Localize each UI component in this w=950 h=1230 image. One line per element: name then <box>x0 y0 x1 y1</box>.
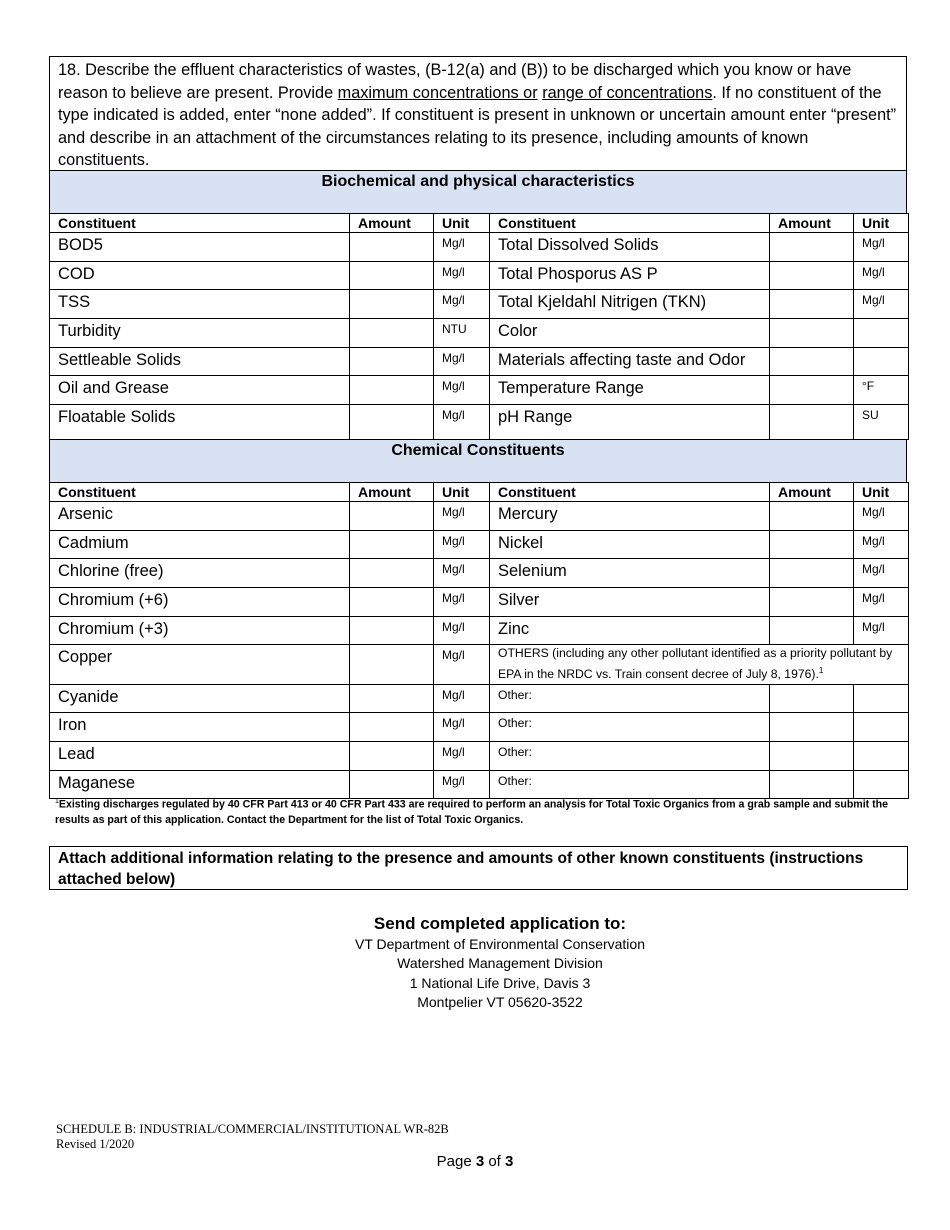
amount-input[interactable] <box>350 713 434 742</box>
question-text: 18. Describe the effluent characteristics of wastes, (B-12(a) and (B)) to be discharged which you know or have reason to believe are present. Provide <box>58 61 852 102</box>
constituent-name: Temperature Range <box>490 376 770 405</box>
send-line: Watershed Management Division <box>397 955 603 972</box>
constituent-name: Floatable Solids <box>50 405 350 440</box>
constituent-name: Chlorine (free) <box>50 559 350 588</box>
amount-input[interactable] <box>350 347 434 376</box>
amount-input[interactable] <box>770 713 854 742</box>
amount-input[interactable] <box>770 588 854 617</box>
schedule-footer: SCHEDULE B: INDUSTRIAL/COMMERCIAL/INSTITUTIONAL WR-82B Revised 1/2020 <box>56 1122 449 1151</box>
constituent-name: Turbidity <box>50 319 350 348</box>
send-line: Montpelier VT 05620-3522 <box>417 993 583 1010</box>
amount-input[interactable] <box>770 741 854 770</box>
send-title: Send completed application to: <box>373 914 627 933</box>
col-header-amount: Amount <box>350 483 434 502</box>
unit-label: Mg/l <box>854 290 909 319</box>
table-row <box>50 616 909 645</box>
unit-label: Mg/l <box>434 713 490 742</box>
unit-input[interactable] <box>854 741 909 770</box>
amount-input[interactable] <box>770 559 854 588</box>
col-header-unit: Unit <box>854 483 909 502</box>
amount-input[interactable] <box>770 502 854 531</box>
constituent-name: Total Kjeldahl Nitrigen (TKN) <box>490 290 770 319</box>
amount-input[interactable] <box>350 290 434 319</box>
unit-label <box>854 347 909 376</box>
unit-label: °F <box>854 376 909 405</box>
unit-label: Mg/l <box>854 530 909 559</box>
amount-input[interactable] <box>770 405 854 440</box>
section-biochemical-title: Biochemical and physical characteristics <box>49 170 907 213</box>
constituent-name: Total Dissolved Solids <box>490 233 770 262</box>
col-header-unit: Unit <box>434 214 490 233</box>
constituent-name: Silver <box>490 588 770 617</box>
amount-input[interactable] <box>350 405 434 440</box>
unit-label: Mg/l <box>434 530 490 559</box>
amount-input[interactable] <box>770 530 854 559</box>
unit-input[interactable] <box>854 684 909 713</box>
other-constituent-input[interactable]: Other: <box>490 713 770 742</box>
unit-label: Mg/l <box>854 616 909 645</box>
others-text: OTHERS (including any other pollutant identified as a priority pollutant by EPA in the NRDC vs. Train consent decree of July 8, 1976). <box>498 646 893 682</box>
unit-label: Mg/l <box>434 261 490 290</box>
table-row <box>50 645 909 684</box>
col-header-constituent: Constituent <box>50 483 350 502</box>
table-row <box>50 741 909 770</box>
constituent-name: Iron <box>50 713 350 742</box>
footnote: $^1$Existing discharges regulated by 40 CFR Part 413 or 40 CFR Part 433 are required to perform an analysis for Total Toxic Organics from a grab sample and submit the results as part of this application. Contact the Department for the list of Total Toxic Organics. <box>55 798 889 826</box>
unit-label: Mg/l <box>434 376 490 405</box>
constituent-name: Zinc <box>490 616 770 645</box>
constituent-name: Color <box>490 319 770 348</box>
other-constituent-input[interactable]: Other: <box>490 770 770 799</box>
constituent-name: Oil and Grease <box>50 376 350 405</box>
constituent-name: Chromium (+6) <box>50 588 350 617</box>
attach-instructions: Attach additional information relating to the presence and amounts of other known constituents (instructions attached below) <box>49 846 908 890</box>
table-row <box>50 405 909 440</box>
unit-label <box>854 319 909 348</box>
constituent-name: Maganese <box>50 770 350 799</box>
amount-input[interactable] <box>350 616 434 645</box>
amount-input[interactable] <box>770 319 854 348</box>
other-constituent-input[interactable]: Other: <box>490 741 770 770</box>
unit-label: Mg/l <box>434 616 490 645</box>
col-header-unit: Unit <box>434 483 490 502</box>
other-constituent-input[interactable]: Other: <box>490 684 770 713</box>
send-line: VT Department of Environmental Conservation <box>355 936 645 952</box>
amount-input[interactable] <box>350 530 434 559</box>
section-chemical-title: Chemical Constituents <box>49 439 907 482</box>
table-row <box>50 261 909 290</box>
amount-input[interactable] <box>350 559 434 588</box>
table-row <box>50 233 909 262</box>
question-text-rest: . If no constituent of the type indicated is added, enter “none added”. If constituent is present in unknown or uncertain amount enter “present” and describe in an attachment of the circumstances relating to its presence, including amounts of known constituents. <box>58 83 897 169</box>
constituent-name: Selenium <box>490 559 770 588</box>
constituent-name: Materials affecting taste and Odor <box>490 347 770 376</box>
amount-input[interactable] <box>770 616 854 645</box>
table-row <box>50 347 909 376</box>
col-header-unit: Unit <box>854 214 909 233</box>
amount-input[interactable] <box>350 319 434 348</box>
col-header-constituent: Constituent <box>490 483 770 502</box>
col-header-constituent: Constituent <box>50 214 350 233</box>
constituent-name: COD <box>50 261 350 290</box>
amount-input[interactable] <box>770 261 854 290</box>
amount-input[interactable] <box>770 233 854 262</box>
unit-label: SU <box>854 405 909 440</box>
question-underline-1: maximum concentrations or <box>337 83 538 102</box>
constituent-name: TSS <box>50 290 350 319</box>
amount-input[interactable] <box>770 376 854 405</box>
send-line: 1 National Life Drive, Davis 3 <box>409 974 591 991</box>
amount-input[interactable] <box>770 290 854 319</box>
biochemical-table <box>49 213 909 440</box>
table-row <box>50 713 909 742</box>
table-row <box>50 559 909 588</box>
col-header-amount: Amount <box>770 214 854 233</box>
constituent-name: Mercury <box>490 502 770 531</box>
unit-label: NTU <box>434 319 490 348</box>
table-row <box>50 502 909 531</box>
chemical-table <box>49 482 909 799</box>
unit-label: Mg/l <box>854 559 909 588</box>
unit-label: Mg/l <box>434 559 490 588</box>
amount-input[interactable] <box>350 502 434 531</box>
constituent-name: Cyanide <box>50 684 350 713</box>
constituent-name: Arsenic <box>50 502 350 531</box>
table-row <box>50 319 909 348</box>
col-header-amount: Amount <box>350 214 434 233</box>
unit-label: Mg/l <box>434 347 490 376</box>
table-row <box>50 588 909 617</box>
unit-label: Mg/l <box>854 502 909 531</box>
unit-label: Mg/l <box>854 588 909 617</box>
table-row <box>50 290 909 319</box>
unit-label: Mg/l <box>854 261 909 290</box>
amount-input[interactable] <box>350 684 434 713</box>
constituent-name: Nickel <box>490 530 770 559</box>
amount-input[interactable] <box>350 376 434 405</box>
table-row <box>50 530 909 559</box>
unit-label: Mg/l <box>434 405 490 440</box>
constituent-name: Lead <box>50 741 350 770</box>
unit-label: Mg/l <box>434 290 490 319</box>
constituent-name: Settleable Solids <box>50 347 350 376</box>
page-number: Page 3 of 3 <box>436 1153 514 1170</box>
constituent-name: Cadmium <box>50 530 350 559</box>
unit-input[interactable] <box>854 713 909 742</box>
unit-label: Mg/l <box>434 770 490 799</box>
unit-label: Mg/l <box>434 741 490 770</box>
amount-input[interactable] <box>770 347 854 376</box>
constituent-name: Chromium (+3) <box>50 616 350 645</box>
constituent-name: Copper <box>50 645 350 684</box>
unit-label: Mg/l <box>434 233 490 262</box>
amount-input[interactable] <box>350 741 434 770</box>
question-underline-2: range of concentrations <box>542 83 713 102</box>
table-row <box>50 684 909 713</box>
header-row <box>50 214 909 233</box>
constituent-name: pH Range <box>490 405 770 440</box>
col-header-amount: Amount <box>770 483 854 502</box>
question-18 <box>49 56 907 175</box>
footnote-marker: 1 <box>818 666 824 676</box>
unit-label: Mg/l <box>434 502 490 531</box>
table-row <box>50 376 909 405</box>
constituent-name: Total Phosporus AS P <box>490 261 770 290</box>
unit-label: Mg/l <box>434 684 490 713</box>
constituent-name: BOD5 <box>50 233 350 262</box>
unit-label: Mg/l <box>434 588 490 617</box>
unit-label: Mg/l <box>434 645 490 684</box>
amount-input[interactable] <box>350 233 434 262</box>
send-block <box>300 912 700 1012</box>
col-header-constituent: Constituent <box>490 214 770 233</box>
amount-input[interactable] <box>350 588 434 617</box>
others-description <box>490 645 909 684</box>
unit-label: Mg/l <box>854 233 909 262</box>
amount-input[interactable] <box>770 684 854 713</box>
amount-input[interactable] <box>350 645 434 684</box>
amount-input[interactable] <box>350 261 434 290</box>
header-row <box>50 483 909 502</box>
